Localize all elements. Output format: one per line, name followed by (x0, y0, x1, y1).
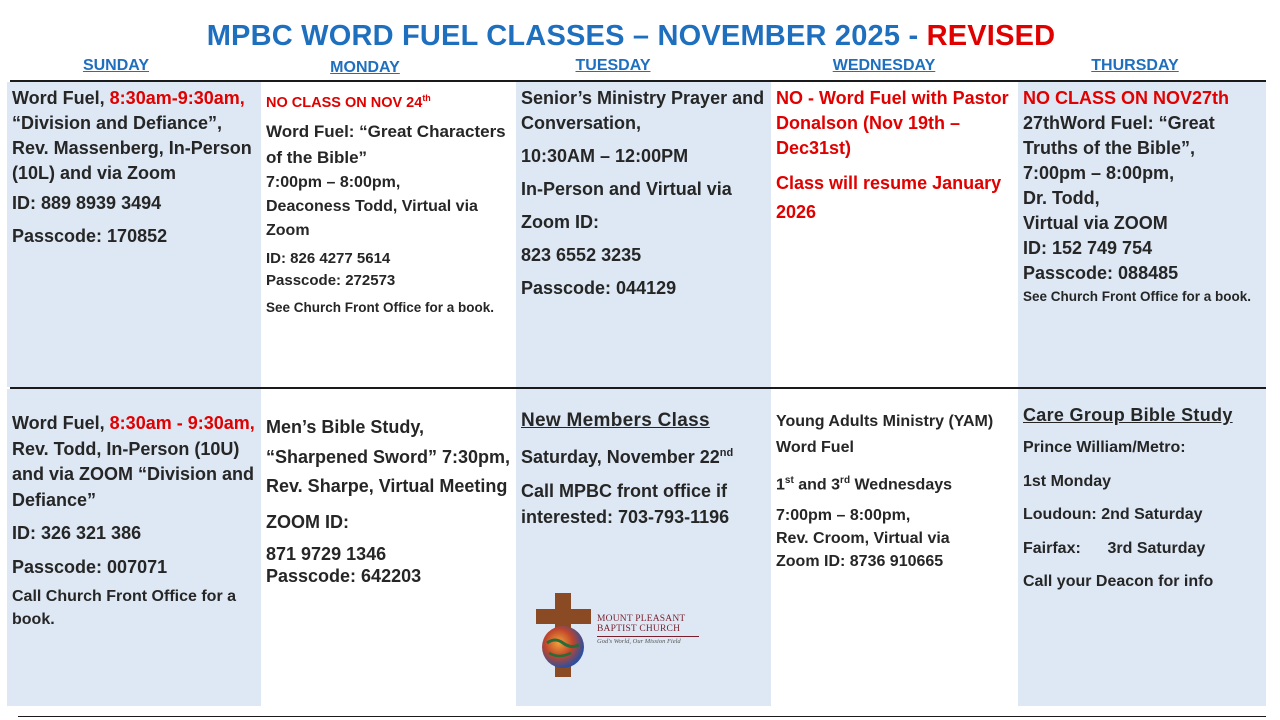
tuesday-2-call: Call MPBC front office if interested: 703-793-1196 (521, 481, 730, 527)
thursday-1-zoom-id: ID: 152 749 754 (1023, 238, 1153, 258)
thursday-1-note: See Church Front Office for a book. (1023, 289, 1252, 304)
sunday-1-zoom-id: ID: 889 8939 3494 (12, 193, 162, 213)
thursday-1-title: 27thWord Fuel: “Great Truths of the Bible”, (1023, 113, 1215, 158)
tuesday-1-mode: In-Person and Virtual via (521, 179, 732, 199)
thursday-2-line-1: Prince William/Metro: (1023, 439, 1186, 456)
thursday-2-line-3: Loudoun: 2nd Saturday (1023, 506, 1203, 523)
cross-globe-icon (533, 593, 597, 679)
monday-1-time: 7:00pm – 8:00pm, (266, 173, 401, 191)
bottom-divider (18, 716, 1266, 717)
day-thursday: THURSDAY (1091, 57, 1179, 74)
wednesday-2-title: Young Adults Ministry (YAM) Word Fuel (776, 413, 994, 456)
cell-monday-1 (261, 82, 516, 387)
logo-tagline: God's World, Our Mission Field (597, 636, 699, 646)
cell-wednesday-1 (771, 82, 1018, 387)
thursday-2-line-5: Call your Deacon for info (1023, 573, 1214, 590)
monday-1-title: Word Fuel: “Great Characters of the Bible” (266, 121, 506, 167)
day-header-row (0, 57, 1280, 79)
tuesday-1-zoom-id: 823 6552 3235 (521, 245, 642, 265)
logo-line-1: MOUNT PLEASANT (597, 614, 686, 624)
sunday-1-description: Word Fuel, 8:30am-9:30am, “Division and Defiance”, Rev. Massenberg, In-Person (10L) and via Zoom (12, 88, 252, 183)
sunday-1-passcode: Passcode: 170852 (12, 226, 168, 246)
monday-2-passcode: Passcode: 642203 (266, 565, 422, 586)
monday-2-zoom-label: ZOOM ID: (266, 511, 349, 532)
tuesday-1-zoom-label: Zoom ID: (521, 212, 599, 232)
thursday-2-line-4: Fairfax: 3rd Saturday (1023, 539, 1206, 557)
revised-label: REVISED (926, 20, 1056, 52)
thursday-2-heading: Care Group Bible Study (1023, 405, 1233, 425)
cell-wednesday-2 (771, 389, 1018, 706)
tuesday-2-heading: New Members Class (521, 410, 710, 431)
monday-2-zoom-id: 871 9729 1346 (266, 543, 387, 564)
thursday-1-mode: Virtual via ZOOM (1023, 213, 1168, 233)
sunday-2-passcode: Passcode: 007071 (12, 556, 168, 577)
wednesday-2-weeks: 1st and 3rd Wednesdays (776, 475, 953, 494)
monday-2-title: Men’s Bible Study, “Sharpened Sword” 7:30pm, Rev. Sharpe, Virtual Meeting (266, 417, 511, 496)
page-title (0, 20, 1262, 53)
sunday-2-note: Call Church Front Office for a book. (12, 588, 237, 628)
sunday-2-description: Word Fuel, 8:30am - 9:30am, Rev. Todd, In-Person (10U) and via ZOOM “Division and Defiance” (12, 413, 255, 510)
thursday-2-line-2: 1st Monday (1023, 472, 1112, 490)
cell-sunday-1 (7, 82, 261, 387)
cell-thursday-1 (1018, 82, 1266, 387)
church-logo (533, 593, 703, 679)
thursday-1-time: 7:00pm – 8:00pm, (1023, 163, 1175, 183)
wednesday-2-leader: Rev. Croom, Virtual via (776, 530, 950, 548)
cell-sunday-2 (7, 389, 261, 706)
wednesday-1-resume: Class will resume January 2026 (776, 173, 1002, 222)
title-text: MPBC WORD FUEL CLASSES – NOVEMBER 2025 - (206, 20, 927, 52)
thursday-2-list (1023, 431, 1261, 599)
wednesday-1-notice: NO - Word Fuel with Pastor Donalson (Nov 19th – Dec31st) (776, 88, 1009, 158)
cell-tuesday-1 (516, 82, 771, 387)
logo-line-2: BAPTIST CHURCH (597, 624, 681, 634)
sunday-2-zoom-id: ID: 326 321 386 (12, 523, 142, 543)
cell-monday-2 (261, 389, 516, 706)
thursday-1-passcode: Passcode: 088485 (1023, 263, 1179, 283)
monday-1-leader: Deaconess Todd, Virtual via Zoom (266, 197, 478, 239)
wednesday-2-zoom: Zoom ID: 8736 910665 (776, 553, 944, 571)
day-tuesday: TUESDAY (575, 57, 651, 74)
thursday-1-notice: NO CLASS ON NOV27th (1023, 88, 1230, 108)
day-sunday: SUNDAY (82, 57, 150, 74)
tuesday-1-title: Senior’s Ministry Prayer and Conversation, (521, 88, 765, 133)
tuesday-1-passcode: Passcode: 044129 (521, 278, 677, 298)
day-monday: MONDAY (330, 59, 400, 76)
cell-thursday-2 (1018, 389, 1266, 706)
logo-text (597, 614, 699, 646)
tuesday-1-time: 10:30AM – 12:00PM (521, 146, 689, 166)
monday-1-note: See Church Front Office for a book. (266, 299, 495, 315)
wednesday-2-time: 7:00pm – 8:00pm, (776, 507, 911, 525)
monday-1-notice: NO CLASS ON NOV 24th (266, 93, 431, 111)
thursday-1-leader: Dr. Todd, (1023, 188, 1100, 208)
monday-1-passcode: Passcode: 272573 (266, 271, 396, 289)
monday-1-zoom-id: ID: 826 4277 5614 (266, 249, 391, 267)
day-wednesday: WEDNESDAY (832, 57, 936, 74)
tuesday-2-date: Saturday, November 22nd (521, 447, 734, 467)
